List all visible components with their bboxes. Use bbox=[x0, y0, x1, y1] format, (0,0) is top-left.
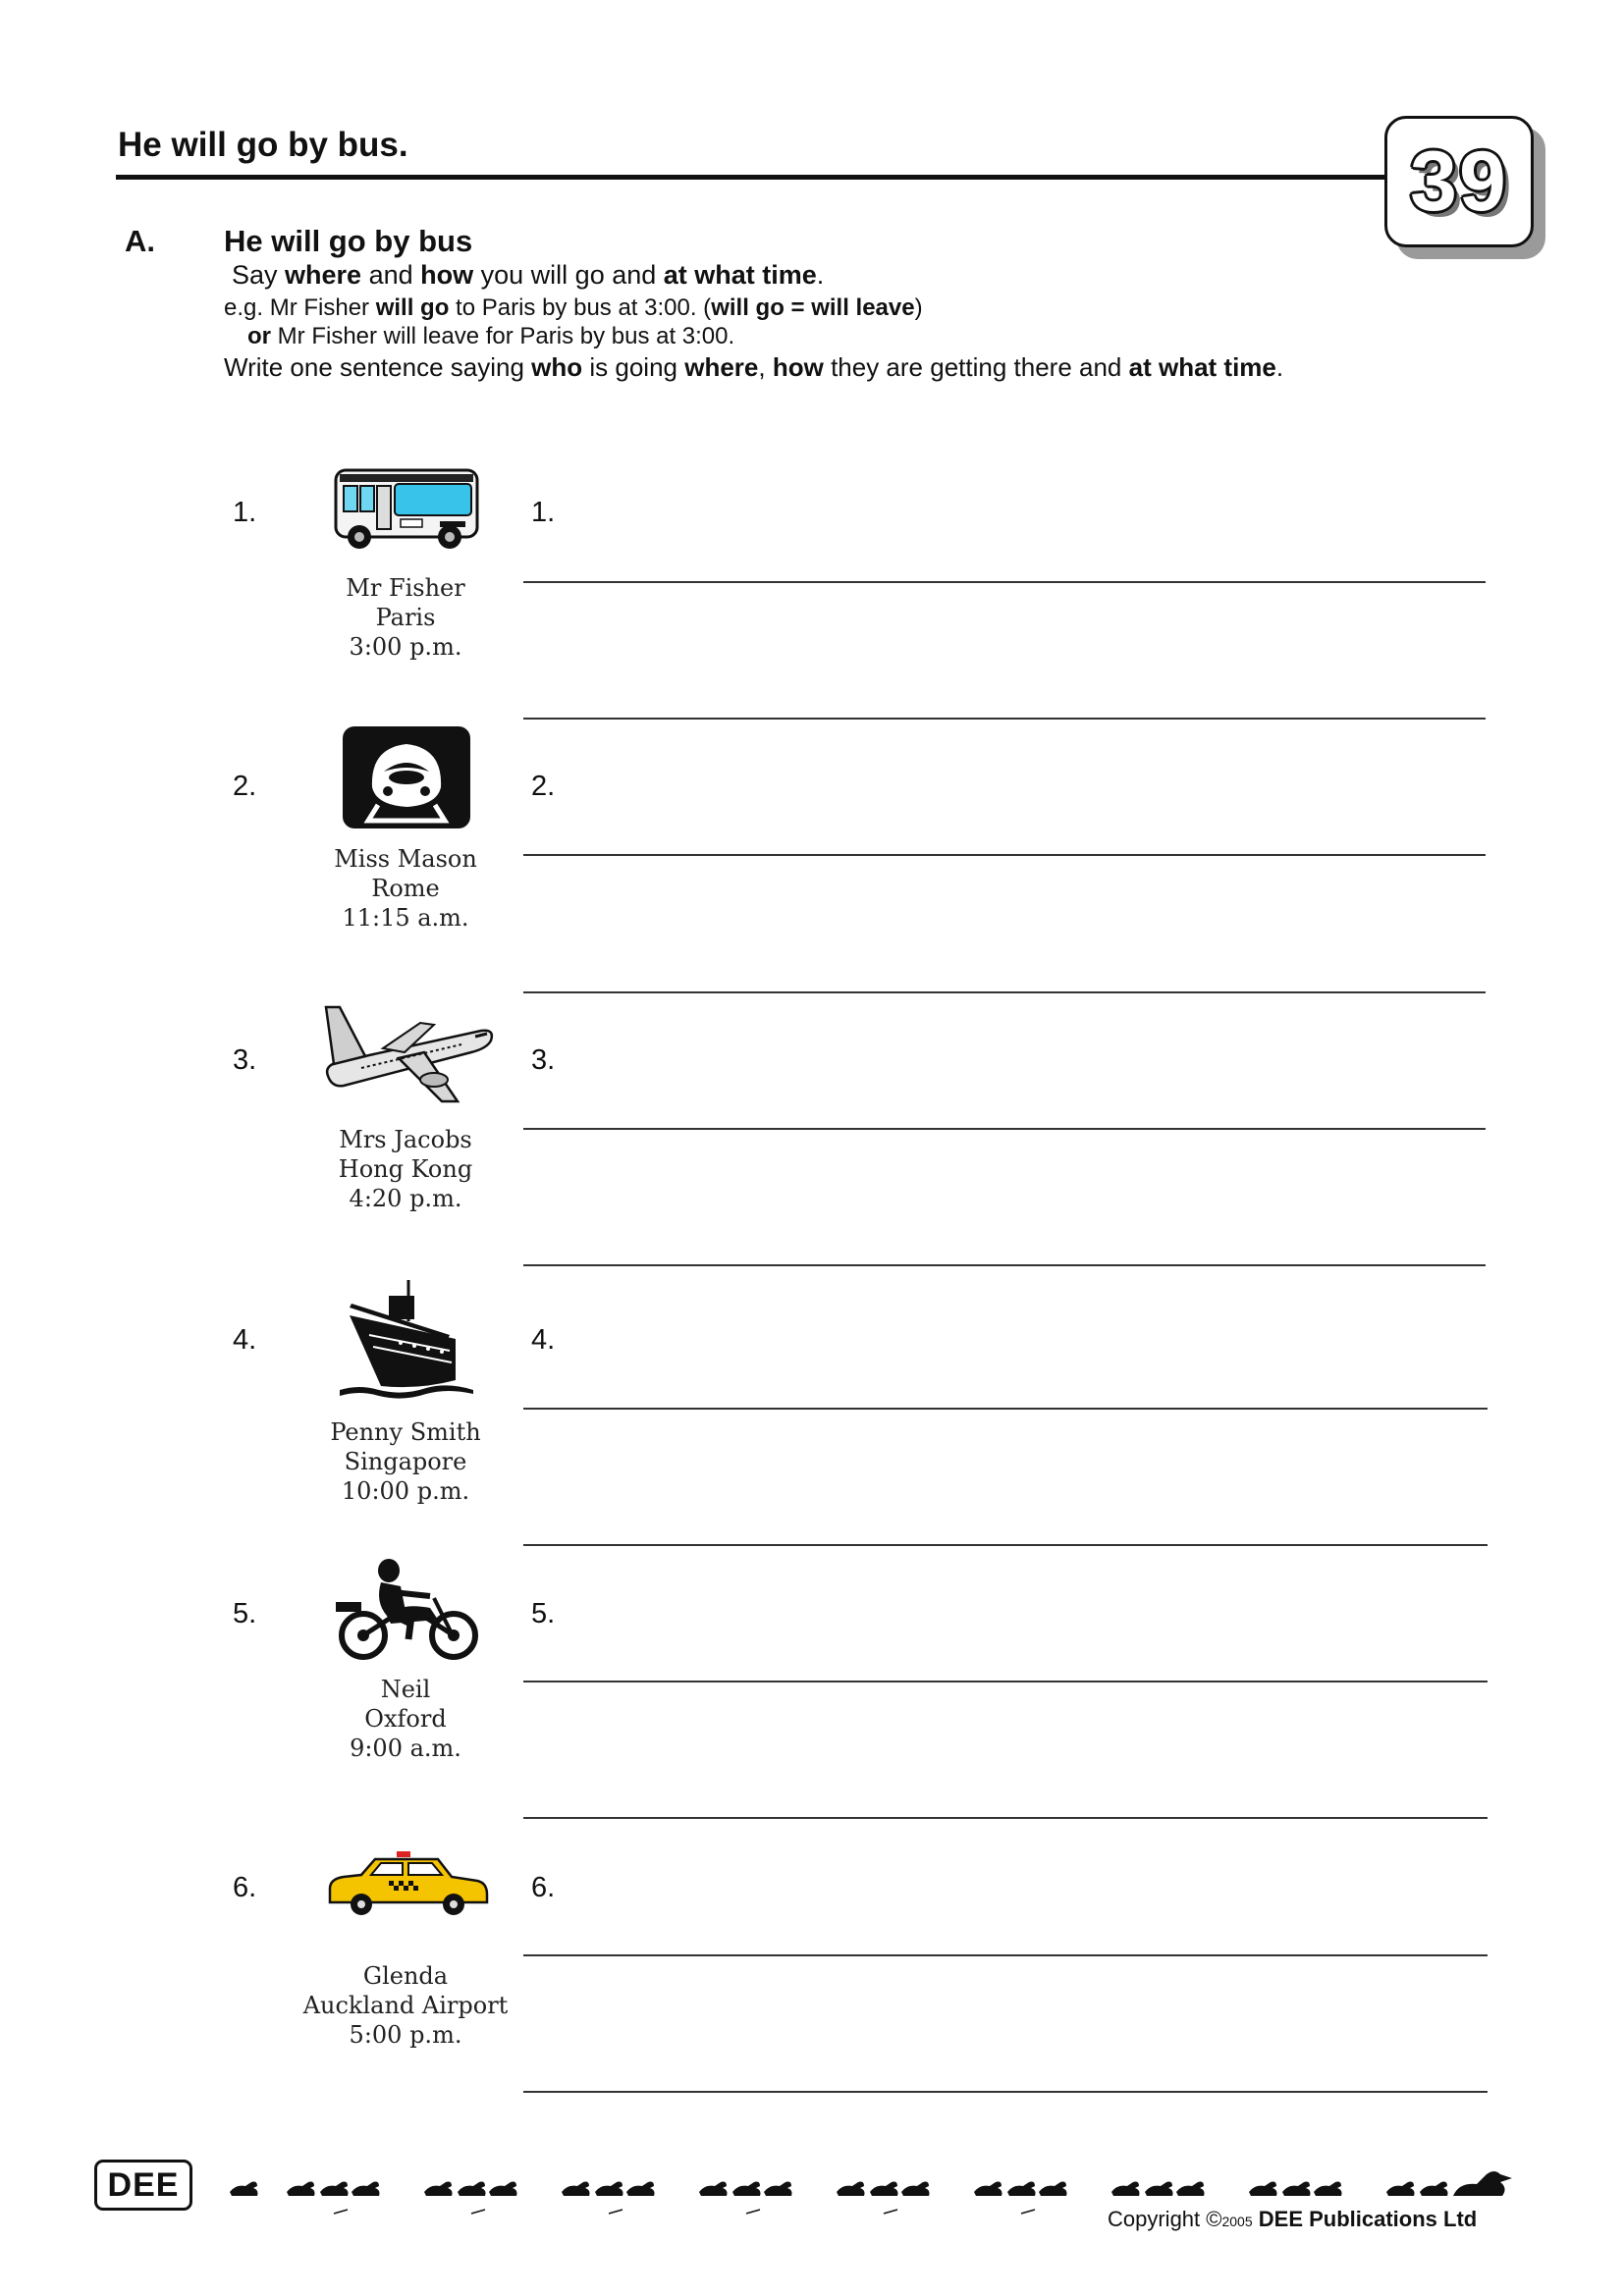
departure-time: 4:20 p.m. bbox=[349, 1185, 462, 1212]
exercise-caption bbox=[288, 1961, 523, 2050]
departure-time: 9:00 a.m. bbox=[350, 1735, 461, 1762]
train-icon bbox=[343, 726, 470, 828]
person-name: Glenda bbox=[362, 1962, 449, 1990]
person-name: Mrs Jacobs bbox=[339, 1126, 472, 1153]
taxi-icon bbox=[328, 1851, 489, 1916]
answer-line[interactable] bbox=[523, 2091, 1488, 2093]
exercise-caption bbox=[288, 1125, 523, 1213]
exercise-caption bbox=[288, 1675, 523, 1763]
answer-line[interactable] bbox=[523, 854, 1486, 856]
destination: Singapore bbox=[344, 1448, 467, 1475]
dee-logo: DEE bbox=[94, 2160, 192, 2211]
exercise-number: 6. bbox=[233, 1872, 257, 1903]
page-number-badge bbox=[1384, 116, 1534, 247]
page-title: He will go by bus. bbox=[118, 126, 408, 164]
answer-number: 2. bbox=[531, 771, 556, 802]
destination: Oxford bbox=[364, 1705, 447, 1733]
departure-time: 10:00 p.m. bbox=[341, 1477, 470, 1505]
answer-line[interactable] bbox=[523, 1681, 1488, 1682]
exercise-number: 1. bbox=[233, 497, 257, 528]
title-rule bbox=[116, 175, 1392, 180]
bus-icon bbox=[330, 464, 483, 553]
answer-line[interactable] bbox=[523, 1264, 1486, 1266]
page-number: 39 bbox=[1410, 133, 1508, 229]
answer-line[interactable] bbox=[523, 1954, 1488, 1956]
exercise-number: 3. bbox=[233, 1044, 257, 1076]
departure-time: 11:15 a.m. bbox=[342, 904, 469, 932]
instruction-line-1: Say where and how you will go and at what time. bbox=[232, 260, 825, 290]
answer-number: 1. bbox=[531, 497, 556, 528]
section-heading: He will go by bus bbox=[224, 224, 473, 258]
destination: Paris bbox=[375, 604, 436, 631]
answer-number: 4. bbox=[531, 1324, 556, 1356]
destination: Hong Kong bbox=[338, 1155, 473, 1183]
person-name: Mr Fisher bbox=[346, 574, 465, 602]
exercise-caption bbox=[288, 844, 523, 933]
copyright-notice: Copyright ©2005 DEE Publications Ltd bbox=[1108, 2207, 1478, 2231]
exercise-number: 2. bbox=[233, 771, 257, 802]
person-name: Miss Mason bbox=[334, 845, 477, 873]
answer-line[interactable] bbox=[523, 1544, 1488, 1546]
answer-number: 3. bbox=[531, 1044, 556, 1076]
section-label: A. bbox=[125, 224, 155, 258]
destination: Rome bbox=[371, 875, 440, 902]
destination: Auckland Airport bbox=[302, 1992, 509, 2019]
person-name: Neil bbox=[380, 1676, 431, 1703]
answer-number: 6. bbox=[531, 1872, 556, 1903]
departure-time: 3:00 p.m. bbox=[349, 633, 462, 661]
ship-icon bbox=[340, 1276, 473, 1404]
answer-line[interactable] bbox=[523, 581, 1486, 583]
exercise-number: 4. bbox=[233, 1324, 257, 1356]
answer-line[interactable] bbox=[523, 1128, 1486, 1130]
motorcycle-icon bbox=[332, 1559, 483, 1661]
airplane-icon bbox=[314, 1003, 497, 1105]
answer-line[interactable] bbox=[523, 718, 1486, 720]
departure-time: 5:00 p.m. bbox=[349, 2021, 462, 2049]
instruction-alternative: or Mr Fisher will leave for Paris by bus at 3:00. bbox=[247, 323, 735, 349]
person-name: Penny Smith bbox=[330, 1418, 481, 1446]
answer-line[interactable] bbox=[523, 1817, 1488, 1819]
answer-line[interactable] bbox=[523, 1408, 1488, 1410]
exercise-caption bbox=[288, 1417, 523, 1506]
exercise-number: 5. bbox=[233, 1598, 257, 1629]
instruction-example: e.g. Mr Fisher will go to Paris by bus at 3:00. (will go = will leave) bbox=[224, 294, 923, 321]
instruction-task: Write one sentence saying who is going where, how they are getting there and at what time. bbox=[224, 352, 1284, 382]
answer-number: 5. bbox=[531, 1598, 556, 1629]
answer-line[interactable] bbox=[523, 991, 1486, 993]
exercise-caption bbox=[288, 573, 523, 662]
